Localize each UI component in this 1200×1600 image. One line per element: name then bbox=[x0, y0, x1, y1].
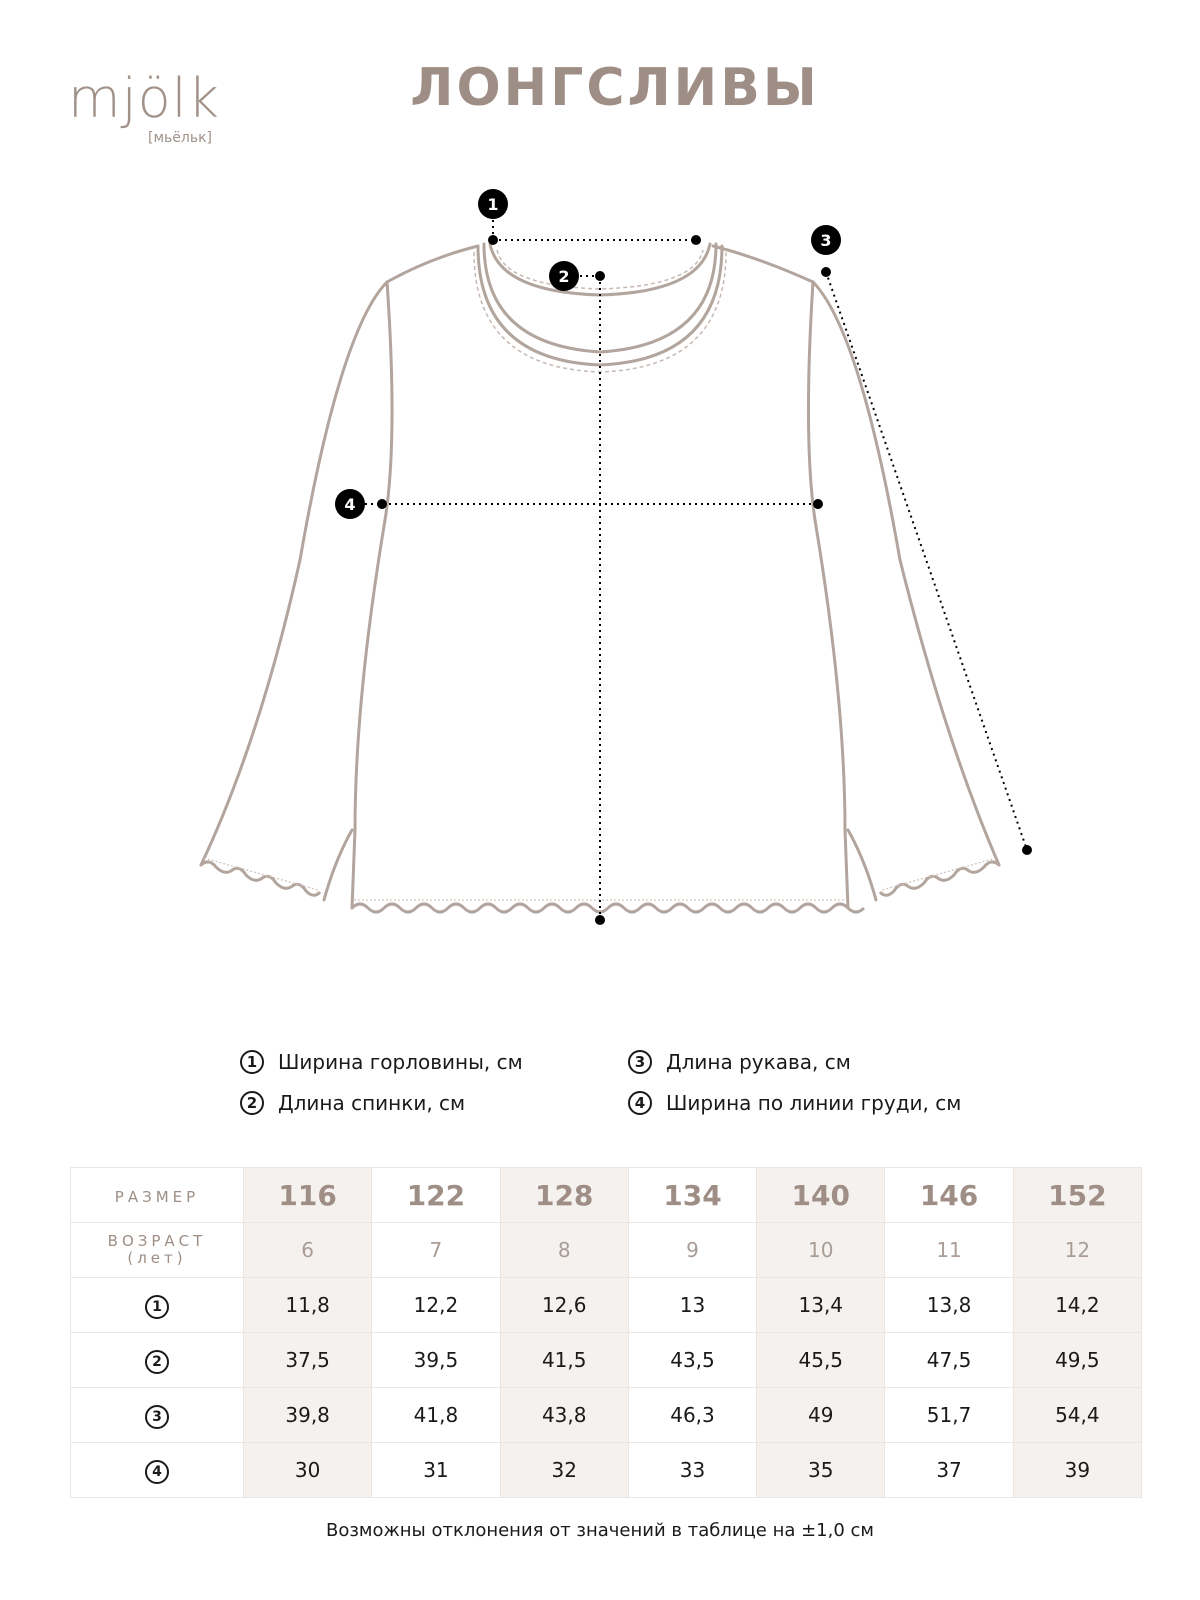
measurement-points bbox=[377, 235, 1032, 925]
table-row bbox=[71, 1333, 1142, 1388]
value-cell: 31 bbox=[372, 1443, 500, 1498]
table-row bbox=[71, 1443, 1142, 1498]
value-cell: 51,7 bbox=[885, 1388, 1013, 1443]
svg-text:3: 3 bbox=[820, 231, 832, 250]
value-cell: 30 bbox=[244, 1443, 372, 1498]
svg-text:1: 1 bbox=[487, 195, 499, 214]
legend-number: 4 bbox=[628, 1091, 652, 1115]
legend-item bbox=[240, 1050, 523, 1074]
legend-number: 1 bbox=[240, 1050, 264, 1074]
value-cell: 14,2 bbox=[1013, 1278, 1141, 1333]
value-cell: 43,5 bbox=[628, 1333, 756, 1388]
size-cell: 152 bbox=[1013, 1168, 1141, 1223]
row-number-cell: 3 bbox=[71, 1388, 244, 1443]
size-cell: 128 bbox=[500, 1168, 628, 1223]
measurement-lines bbox=[365, 216, 1027, 920]
value-cell: 47,5 bbox=[885, 1333, 1013, 1388]
size-cell: 146 bbox=[885, 1168, 1013, 1223]
value-cell: 33 bbox=[628, 1443, 756, 1498]
svg-text:4: 4 bbox=[344, 495, 356, 514]
value-cell: 37,5 bbox=[244, 1333, 372, 1388]
measurement-legend bbox=[240, 1050, 1040, 1140]
value-cell: 39,8 bbox=[244, 1388, 372, 1443]
value-cell: 41,8 bbox=[372, 1388, 500, 1443]
legend-text: Ширина по линии груди, см bbox=[666, 1091, 962, 1115]
value-cell: 49 bbox=[757, 1388, 885, 1443]
row-number-cell: 2 bbox=[71, 1333, 244, 1388]
logo-wordmark: mjölk bbox=[68, 67, 220, 130]
value-cell: 49,5 bbox=[1013, 1333, 1141, 1388]
value-cell: 12,2 bbox=[372, 1278, 500, 1333]
legend-number: 2 bbox=[240, 1091, 264, 1115]
row-number-cell: 4 bbox=[71, 1443, 244, 1498]
table-row bbox=[71, 1388, 1142, 1443]
value-cell: 45,5 bbox=[757, 1333, 885, 1388]
legend-text: Длина спинки, см bbox=[278, 1091, 466, 1115]
logo-transcription: [мьёльк] bbox=[148, 130, 213, 146]
marker-2 bbox=[549, 261, 579, 291]
marker-3 bbox=[811, 225, 841, 255]
value-cell: 39,5 bbox=[372, 1333, 500, 1388]
size-label-cell: РАЗМЕР bbox=[71, 1168, 244, 1223]
value-cell: 13 bbox=[628, 1278, 756, 1333]
age-cell: 12 bbox=[1013, 1223, 1141, 1278]
age-cell: 11 bbox=[885, 1223, 1013, 1278]
legend-item bbox=[240, 1091, 465, 1115]
size-cell: 116 bbox=[244, 1168, 372, 1223]
age-cell: 6 bbox=[244, 1223, 372, 1278]
size-cell: 134 bbox=[628, 1168, 756, 1223]
marker-4 bbox=[335, 489, 365, 519]
value-cell: 13,4 bbox=[757, 1278, 885, 1333]
value-cell: 43,8 bbox=[500, 1388, 628, 1443]
value-cell: 39 bbox=[1013, 1443, 1141, 1498]
table-row bbox=[71, 1278, 1142, 1333]
age-cell: 10 bbox=[757, 1223, 885, 1278]
size-table bbox=[70, 1167, 1142, 1498]
size-cell: 122 bbox=[372, 1168, 500, 1223]
page-title: ЛОНГСЛИВЫ bbox=[410, 58, 820, 118]
garment-diagram bbox=[0, 180, 1200, 940]
size-cell: 140 bbox=[757, 1168, 885, 1223]
size-row bbox=[71, 1168, 1142, 1223]
value-cell: 35 bbox=[757, 1443, 885, 1498]
value-cell: 12,6 bbox=[500, 1278, 628, 1333]
value-cell: 13,8 bbox=[885, 1278, 1013, 1333]
legend-text: Длина рукава, см bbox=[666, 1050, 851, 1074]
row-number-cell: 1 bbox=[71, 1278, 244, 1333]
svg-text:2: 2 bbox=[558, 267, 570, 286]
value-cell: 32 bbox=[500, 1443, 628, 1498]
legend-text: Ширина горловины, см bbox=[278, 1050, 523, 1074]
legend-number: 3 bbox=[628, 1050, 652, 1074]
value-cell: 41,5 bbox=[500, 1333, 628, 1388]
legend-item bbox=[628, 1050, 851, 1074]
value-cell: 11,8 bbox=[244, 1278, 372, 1333]
age-label-cell: ВОЗРАСТ (лет) bbox=[71, 1223, 244, 1278]
legend-item bbox=[628, 1091, 961, 1115]
tolerance-note: Возможны отклонения от значений в таблице на ±1,0 см bbox=[326, 1520, 874, 1541]
value-cell: 37 bbox=[885, 1443, 1013, 1498]
age-cell: 7 bbox=[372, 1223, 500, 1278]
age-cell: 9 bbox=[628, 1223, 756, 1278]
value-cell: 54,4 bbox=[1013, 1388, 1141, 1443]
age-cell: 8 bbox=[500, 1223, 628, 1278]
age-row bbox=[71, 1223, 1142, 1278]
value-cell: 46,3 bbox=[628, 1388, 756, 1443]
marker-1 bbox=[478, 189, 508, 219]
